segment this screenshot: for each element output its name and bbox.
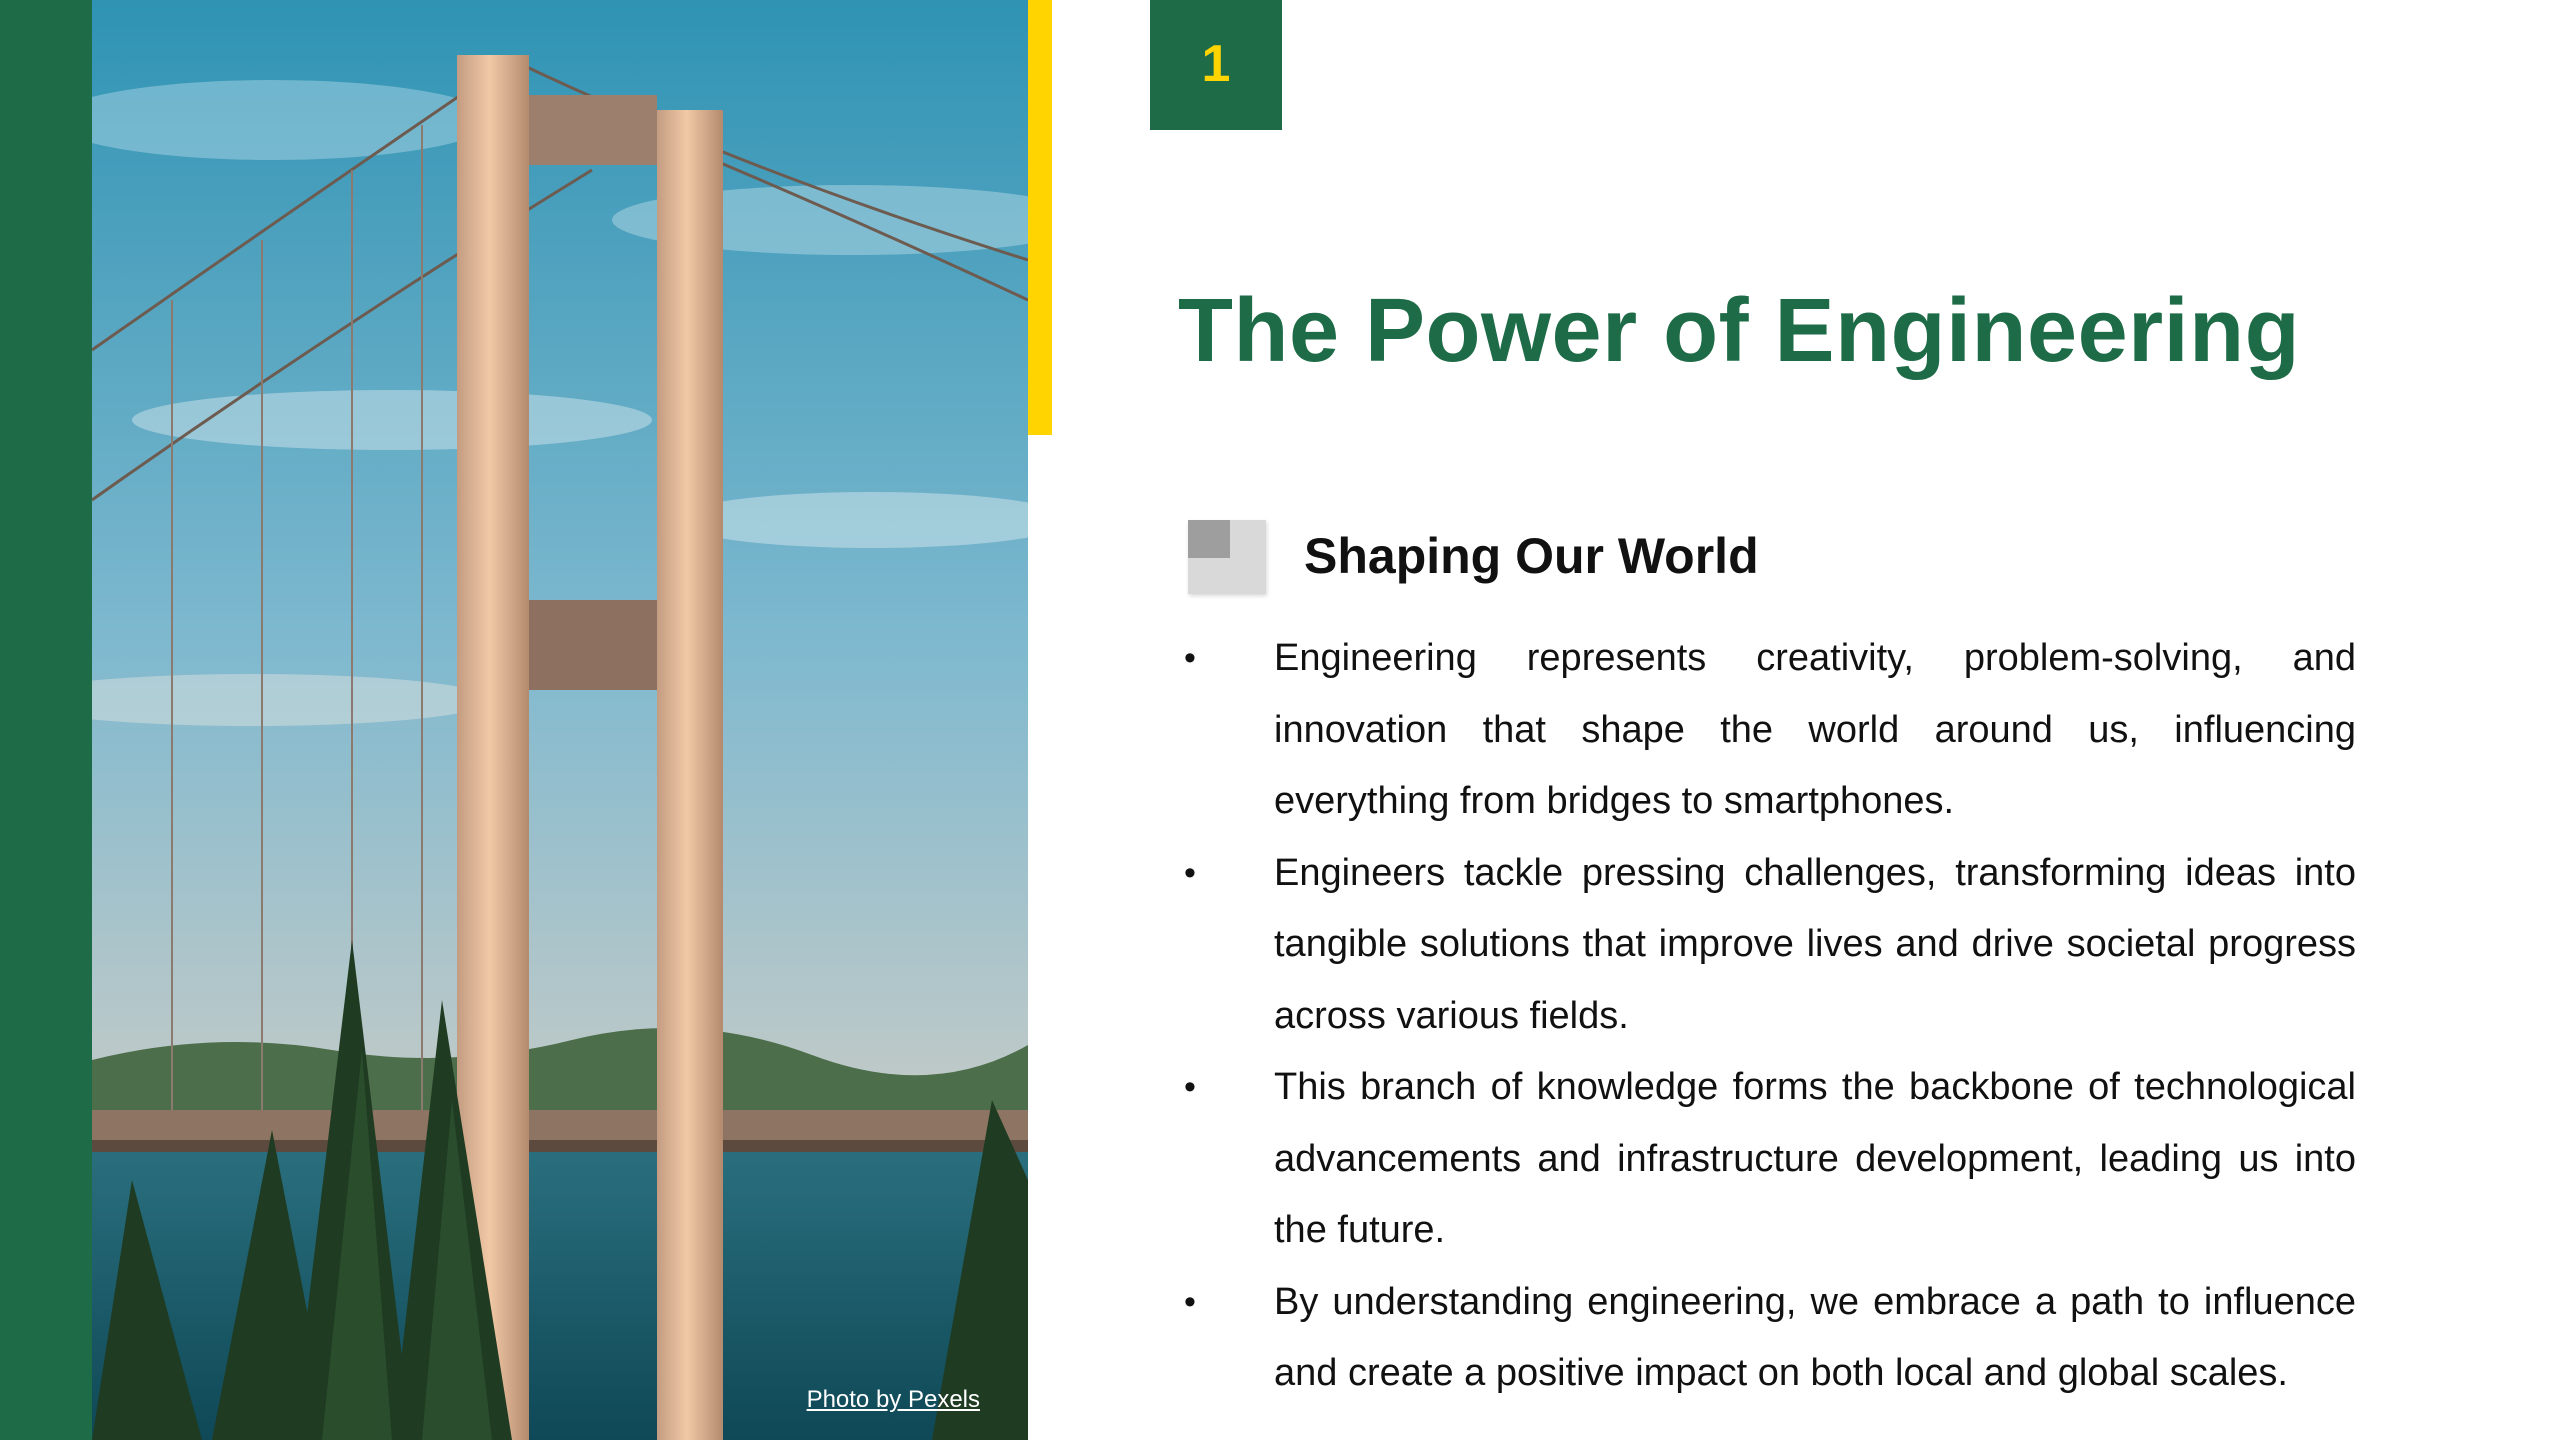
bullet-item	[1178, 623, 2356, 838]
bullet-item	[1178, 1267, 2356, 1410]
bullet-marker: •	[1184, 853, 1196, 892]
bullet-marker: •	[1184, 639, 1196, 677]
bridge-photo	[92, 0, 1028, 1440]
bullet-list	[1178, 623, 2356, 1410]
slide-title: The Power of Engineering	[1178, 281, 2301, 381]
page-number: 1	[1201, 35, 1231, 93]
bullet-text: Engineering represents creativity, problem-solving, and innovation that shape the world around us, influencing everything from bridges to smartphones.	[1274, 637, 2356, 822]
icon-front-square	[1188, 520, 1230, 558]
bullet-marker: •	[1184, 1282, 1196, 1321]
section-heading: Shaping Our World	[1304, 528, 1759, 584]
photo-credit-link[interactable]: Photo by Pexels	[806, 1386, 980, 1413]
left-accent-band	[0, 0, 92, 1440]
yellow-accent-bar	[1028, 0, 1052, 435]
page-number-badge	[1150, 0, 1282, 130]
bullet-text: This branch of knowledge forms the backbone of technological advancements and infrastructure development, leading us into the future.	[1274, 1066, 2356, 1251]
bullet-text: By understanding engineering, we embrace a path to influence and create a positive impact on both local and global scales.	[1274, 1280, 2356, 1394]
bullet-item	[1178, 1052, 2356, 1267]
bullet-item	[1178, 838, 2356, 1053]
bullet-text: Engineers tackle pressing challenges, transforming ideas into tangible solutions that improve lives and drive societal progress across various fields.	[1274, 851, 2356, 1037]
image-placeholder-icon	[1186, 516, 1270, 596]
bullet-marker: •	[1184, 1068, 1196, 1106]
section-heading-row	[1186, 514, 1759, 598]
